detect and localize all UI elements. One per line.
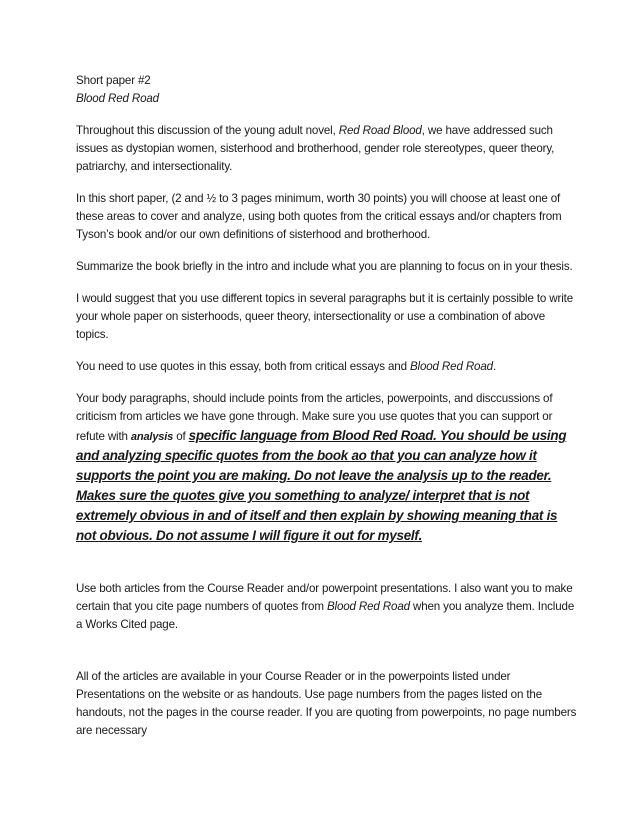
- sources-text-b: when you analyze them. Include a Works Cited page.: [76, 600, 575, 631]
- requirements-paragraph: In this short paper, (2 and ½ to 3 pages minimum, worth 30 points) you will choose at least one of these areas to cover and analyze, using both quotes from the critical essays and/or chapters from Tyson’s book and/or our own definitions of sisterhood and brotherhood.: [76, 192, 562, 241]
- quotes-text-b: .: [492, 360, 497, 373]
- intro-text-a: Throughout this discussion of the young adult novel,: [76, 124, 339, 137]
- quotes-text-a: You need to use quotes in this essay, both from critical essays and: [76, 360, 410, 373]
- availability-paragraph: All of the articles are available in your Course Reader or in the powerpoints listed under Presentations on the website or as handouts. Use page numbers from the pages listed on the handouts, not the pages in the course reader. If you are quoting from powerpoints, no page numbers are necessary: [76, 670, 577, 737]
- sources-book-title: Blood Red Road: [326, 600, 410, 613]
- intro-book-title: Red Road Blood: [338, 124, 422, 137]
- sources-paragraph: [76, 580, 578, 634]
- quotes-book-title: Blood Red Road: [409, 360, 493, 373]
- book-title-heading: Blood Red Road: [76, 92, 159, 105]
- body-text-a: Your body paragraphs, should include points from the articles, powerpoints, and disccussions of criticism from articles we have gone through. Make sure you use quotes that you can support or refute with: [76, 392, 553, 443]
- sources-text-a: Use both articles from the Course Reader and/or powerpoint presentations. I also want you to make certain that you cite page numbers of quotes from: [76, 582, 573, 613]
- body-text-b: of: [173, 430, 189, 443]
- intro-paragraph: [76, 122, 578, 176]
- body-paragraphs-instructions: [76, 390, 578, 546]
- topics-paragraph: I would suggest that you use different topics in several paragraphs but it is certainly possible to write your whole paper on sisterhoods, queer theory, intersectionality or use a combination of above topics.: [76, 292, 574, 341]
- summary-paragraph: Summarize the book briefly in the intro and include what you are planning to focus on in your thesis.: [76, 260, 573, 273]
- emphasized-instructions: specific language from Blood Red Road. You should be using and analyzing specific quotes from the book ao that you can analyze how it supports the point you are making. Do not leave the analysis up to the reader. Makes sure the quotes give you something to analyze/ interpret that is not extremely obvious in and of itself and then explain by showing meaning that is not obvious. Do not assume I will figure it out for myself.: [76, 428, 567, 543]
- assignment-label: Short paper #2: [76, 74, 151, 87]
- quotes-paragraph: [76, 358, 578, 376]
- analysis-word: analysis: [130, 431, 174, 443]
- intro-text-b: , we have addressed such issues as dystopian women, sisterhood and brotherhood, gender role stereotypes, queer theory, patriarchy, and intersectionality.: [76, 124, 555, 173]
